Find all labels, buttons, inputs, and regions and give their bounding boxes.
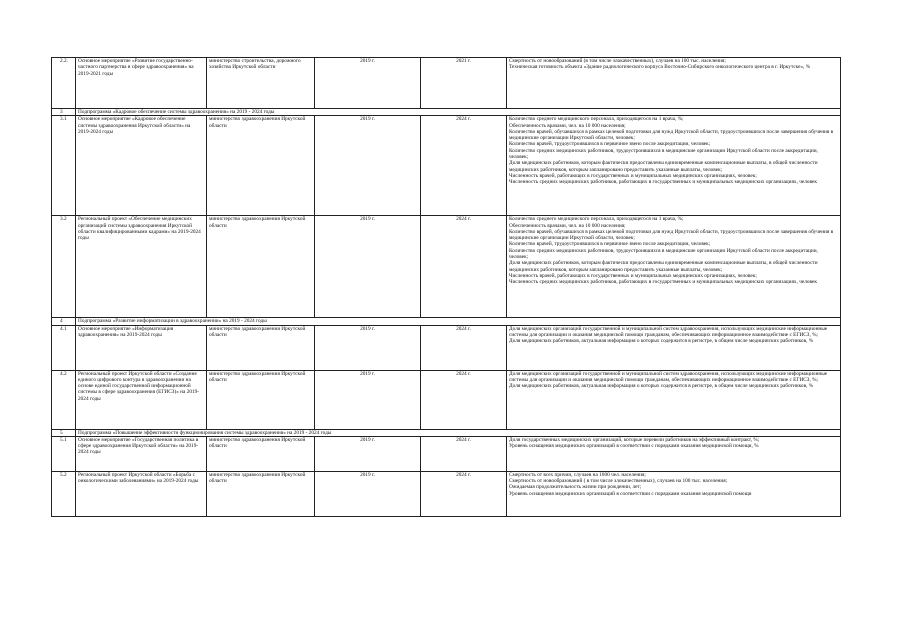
indicator-line: Доля медицинских работников, которым фактически предоставлены единовременные компенсационные выплаты, в общей численности медицинских работников, которым запланировано предоставить указанные выплаты, человек; [509,260,818,273]
measure-name: Основное мероприятие «Государственная политика в сфере здравоохранения Иркутской области» на 2019-2024 годы [76,436,207,471]
indicator-line: Обеспеченность врачами, чел. на 10 000 населения; [509,222,626,229]
indicator-line: Доля медицинских организаций государственной и муниципальной систем здравоохранения, использующих медицинские информационные системы для организации и оказания медицинской помощи гражданам, обеспечивающих информационное взаимодействие с ЕГИСЗ, %; [509,325,828,338]
indicator-line: Доля медицинских работников, актуальная информация о которых содержится в регистре, в общем числе медицинских работников, % [509,383,814,390]
indicators-cell [507,116,841,216]
indicator-line: Доля государственных медицинских организаций, которые перевели работников на эффективный контракт, %; [509,436,760,443]
indicator-line: Количество врачей, обучавшихся в рамках целевой подготовки для нужд Иркутской области, трудоустроившихся после завершения обучения в медицинские организации Иркутской области, человек; [509,228,834,242]
indicator-line: Уровень оснащения медицинских организаций в соответствии с порядками оказания медицинской помощи [509,490,752,497]
measure-name: Региональный проект «Обеспечение медицинских организаций системы здравоохранения Иркутской области квалифицированными кадрами» на 2019-2024 годы [76,216,207,318]
start-year: 2019 г. [315,216,421,318]
indicator-line: Смертность от новообразований (в том числе злокачественных), случаев на 100 тыс. населения; [509,58,726,64]
indicator-line: Ожидаемая продолжительность жизни при рождении, лет; [509,484,642,491]
table-row [52,116,841,216]
table-row [52,471,841,516]
indicator-line: Обеспеченность врачами, чел. на 10 000 населения; [509,122,626,129]
row-number: 5.2 [52,471,76,516]
executor: министерство здравоохранения Иркутской области [207,370,315,429]
end-year: 2024 г. [421,471,507,516]
start-year: 2019 г. [315,116,421,216]
indicator-line: Количество средних медицинских работников, трудоустроившихся в медицинские организации Иркутской области после аккредитации, человек; [509,247,818,261]
indicator-line: Количество врачей, обучавшихся в рамках целевой подготовки для нужд Иркутской области, трудоустроившихся после завершения обучения в медицинские организации Иркутской области, человек; [509,128,834,142]
section-title: Подпрограмма «Кадровое обеспечение системы здравоохранения» на 2019 - 2024 годы [76,109,841,116]
start-year: 2019 г. [315,58,421,109]
indicator-line: Доля медицинских работников, актуальная информация о которых содержится в регистре, в общем числе медицинских работников, % [509,338,814,345]
indicator-line: Уровень оснащения медицинских организаций в соответствии с порядками оказания медицинской помощи, % [509,443,759,450]
indicator-line: Смертность от новообразований ( в том числе злокачественных), случаев на 100 тыс. населения; [509,478,728,485]
end-year: 2024 г. [421,116,507,216]
measure-name: Региональный проект Иркутской области «Борьба с онкологическими заболеваниями» на 2019-2024 годы [76,471,207,516]
section-number: 5 [52,429,76,436]
indicator-line: Количество средних медицинских работников, трудоустроившихся в медицинские организации Иркутской области после аккредитации, человек; [509,147,818,161]
section-row [52,429,841,436]
indicator-line: Доля медицинских работников, которым фактически предоставлены единовременные компенсационные выплаты, в общей численности медицинских работников, которым запланировано предоставить указанные выплаты, человек; [509,160,818,173]
start-year: 2019 г. [315,370,421,429]
section-title: Подпрограмма «Повышение эффективности функционирования системы здравоохранения» на 2019 - 2024 годы [76,429,841,436]
table-row [52,216,841,318]
table-row [52,370,841,429]
row-number: 2.2. [52,58,76,109]
section-title: Подпрограмма «Развитие информатизации в здравоохранении» на 2019 - 2024 годы [76,318,841,325]
indicators-cell [507,216,841,318]
start-year: 2019 г. [315,471,421,516]
section-row [52,109,841,116]
indicator-line: Смертность от всех причин, случаев на 1000 чел. населения; [509,471,646,478]
table-row [52,58,841,109]
indicator-line: Количество врачей, трудоустроившихся в первичное звено после аккредитации, человек; [509,241,711,248]
executor: министерство здравоохранения Иркутской области [207,471,315,516]
section-row [52,318,841,325]
measure-name: Основное мероприятие «Развитие государственно-частного партнерства в сфере здравоохранения» на 2019-2021 годы [76,58,207,109]
indicators-cell [507,58,841,109]
indicator-line: Доля медицинских организаций государственной и муниципальной систем здравоохранения, использующих медицинские информационные системы для организации и оказания медицинской помощи гражданам, обеспечивающих информационное взаимодействие с ЕГИСЗ, %; [509,370,828,383]
end-year: 2024 г. [421,370,507,429]
row-number: 4.2 [52,370,76,429]
row-number: 5.1 [52,436,76,471]
measure-name: Основное мероприятие «Кадровое обеспечение системы здравоохранения Иркутской области» на 2019-2024 годы [76,116,207,216]
indicator-line: Численность средних медицинских работников, работающих в государственных и муниципальных медицинских организациях, человек [509,279,817,286]
indicators-cell [507,325,841,370]
section-number: 4 [52,318,76,325]
section-number: 3 [52,109,76,116]
end-year: 2024 г. [421,436,507,471]
table-row [52,325,841,370]
row-number: 4.1 [52,325,76,370]
indicators-cell [507,370,841,429]
executor: министерство строительства, дорожного хозяйства Иркутской области [207,58,315,109]
executor: министерство здравоохранения Иркутской области [207,216,315,318]
table-row [52,436,841,471]
row-number: 3.1 [52,116,76,216]
indicator-line: Численность средних медицинских работников, работающих в государственных и муниципальных медицинских организациях, человек [509,179,817,186]
indicator-line: Количество врачей, трудоустроившихся в первичное звено после аккредитации, человек; [509,141,711,148]
program-table [51,57,841,517]
executor: министерство здравоохранения Иркутской области [207,436,315,471]
indicators-cell [507,436,841,471]
indicators-cell [507,471,841,516]
indicator-line: Количество среднего медицинского персонала, приходящегося на 1 врача, %; [509,216,684,223]
end-year: 2024 г. [421,325,507,370]
measure-name: Региональный проект Иркутской области «Создание единого цифрового контура в здравоохранении на основе единой государственной информационной системы в сфере здравоохранения (ЕГИСЗ)» на 2019-2024 годы [76,370,207,429]
measure-name: Основное мероприятие «Информатизация здравоохранения» на 2019-2024 годы [76,325,207,370]
executor: министерство здравоохранения Иркутской области [207,325,315,370]
start-year: 2019 г. [315,436,421,471]
executor: министерство здравоохранения Иркутской области [207,116,315,216]
start-year: 2019 г. [315,325,421,370]
indicator-line: Численность врачей, работающих в государственных и муниципальных медицинских организациях, человек; [509,172,757,179]
indicator-line: Техническая готовность объекта «Здание радиологического корпуса Восточно-Сибирского онкологического центра в г. Иркутске», % [509,64,811,71]
end-year: 2024 г. [421,216,507,318]
row-number: 3.2 [52,216,76,318]
indicator-line: Численность врачей, работающих в государственных и муниципальных медицинских организациях, человек; [509,272,757,279]
end-year: 2021 г. [421,58,507,109]
table-body [52,58,841,517]
indicator-line: Количество среднего медицинского персонала, приходящегося на 1 врача, %; [509,116,684,123]
